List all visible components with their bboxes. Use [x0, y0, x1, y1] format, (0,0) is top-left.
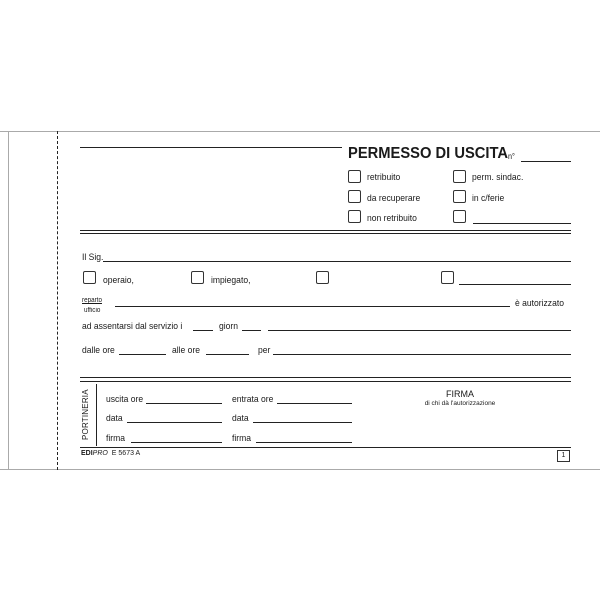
number-field — [521, 161, 571, 162]
top-border — [0, 131, 600, 132]
copy-number-box — [557, 450, 570, 462]
per-label: per — [258, 345, 271, 356]
form-title: PERMESSO DI USCITA — [348, 145, 509, 162]
assentarsi-label: ad assentarsi dal servizio i — [82, 321, 183, 332]
option-retribuito-label: retribuito — [367, 172, 401, 183]
left-edge — [8, 131, 9, 470]
section-divider-top — [80, 230, 571, 234]
checkbox-other[interactable] — [453, 210, 466, 223]
firma-1-label: firma — [106, 433, 126, 444]
perforation-line — [57, 131, 58, 470]
brand-edi: EDI — [81, 450, 93, 457]
data-2-field[interactable] — [253, 422, 352, 423]
blank-2-field[interactable] — [459, 284, 571, 285]
giorni-count-field[interactable] — [193, 330, 213, 331]
number-label: n° — [508, 152, 515, 161]
footer-line — [80, 447, 571, 448]
checkbox-in-cferie[interactable] — [453, 190, 466, 203]
data-2-label: data — [232, 413, 249, 424]
alle-ore-label: alle ore — [172, 345, 201, 356]
option-non-retribuito-label: non retribuito — [367, 213, 417, 224]
checkbox-blank-2[interactable] — [441, 271, 454, 284]
brand-logo — [81, 449, 140, 458]
reparto-field[interactable] — [115, 306, 510, 307]
other-option-field[interactable] — [473, 223, 571, 224]
data-1-label: data — [106, 413, 123, 424]
data-1-field[interactable] — [127, 422, 222, 423]
giorn-label: giorn — [219, 321, 239, 332]
il-sig-field[interactable] — [103, 261, 571, 262]
checkbox-perm-sindac[interactable] — [453, 170, 466, 183]
option-da-recuperare-label: da recuperare — [367, 193, 421, 204]
bottom-border — [0, 469, 600, 470]
operaio-label: operaio, — [103, 275, 134, 286]
option-perm-sindac-label: perm. sindac. — [472, 172, 524, 183]
form-code: E 5673 A — [111, 450, 141, 457]
checkbox-blank-1[interactable] — [316, 271, 329, 284]
autorizzato-label: è autorizzato — [515, 298, 564, 309]
assentarsi-date-field[interactable] — [268, 330, 571, 331]
il-sig-label: Il Sig. — [82, 252, 104, 263]
checkbox-operaio[interactable] — [83, 271, 96, 284]
portineria-label: PORTINERIA — [81, 389, 90, 440]
reparto-label: reparto — [82, 297, 102, 304]
checkbox-impiegato[interactable] — [191, 271, 204, 284]
dalle-ore-label: dalle ore — [82, 345, 115, 356]
entrata-ore-field[interactable] — [277, 403, 352, 404]
firma-subtitle: di chi dà l'autorizzazione — [424, 400, 496, 407]
alle-ore-field[interactable] — [206, 354, 249, 355]
option-in-cferie-label: in c/ferie — [472, 193, 505, 204]
checkbox-non-retribuito[interactable] — [348, 210, 361, 223]
dalle-ore-field[interactable] — [119, 354, 166, 355]
per-field[interactable] — [273, 354, 571, 355]
section-divider-bottom-2 — [80, 381, 571, 382]
giorn-suffix-field[interactable] — [242, 330, 261, 331]
header-name-line — [80, 147, 342, 148]
section-divider-bottom-1 — [80, 377, 571, 378]
firma-1-field[interactable] — [131, 442, 222, 443]
copy-number: 1 — [561, 452, 566, 459]
brand-pro: PRO — [92, 450, 108, 457]
checkbox-retribuito[interactable] — [348, 170, 361, 183]
firma-title: FIRMA — [446, 389, 474, 399]
uscita-ore-label: uscita ore — [106, 394, 144, 405]
firma-2-label: firma — [232, 433, 252, 444]
checkbox-da-recuperare[interactable] — [348, 190, 361, 203]
impiegato-label: impiegato, — [211, 275, 251, 286]
portineria-divider — [96, 384, 97, 446]
uscita-ore-field[interactable] — [146, 403, 222, 404]
entrata-ore-label: entrata ore — [232, 394, 274, 405]
firma-2-field[interactable] — [256, 442, 352, 443]
ufficio-label: ufficio — [84, 307, 101, 314]
